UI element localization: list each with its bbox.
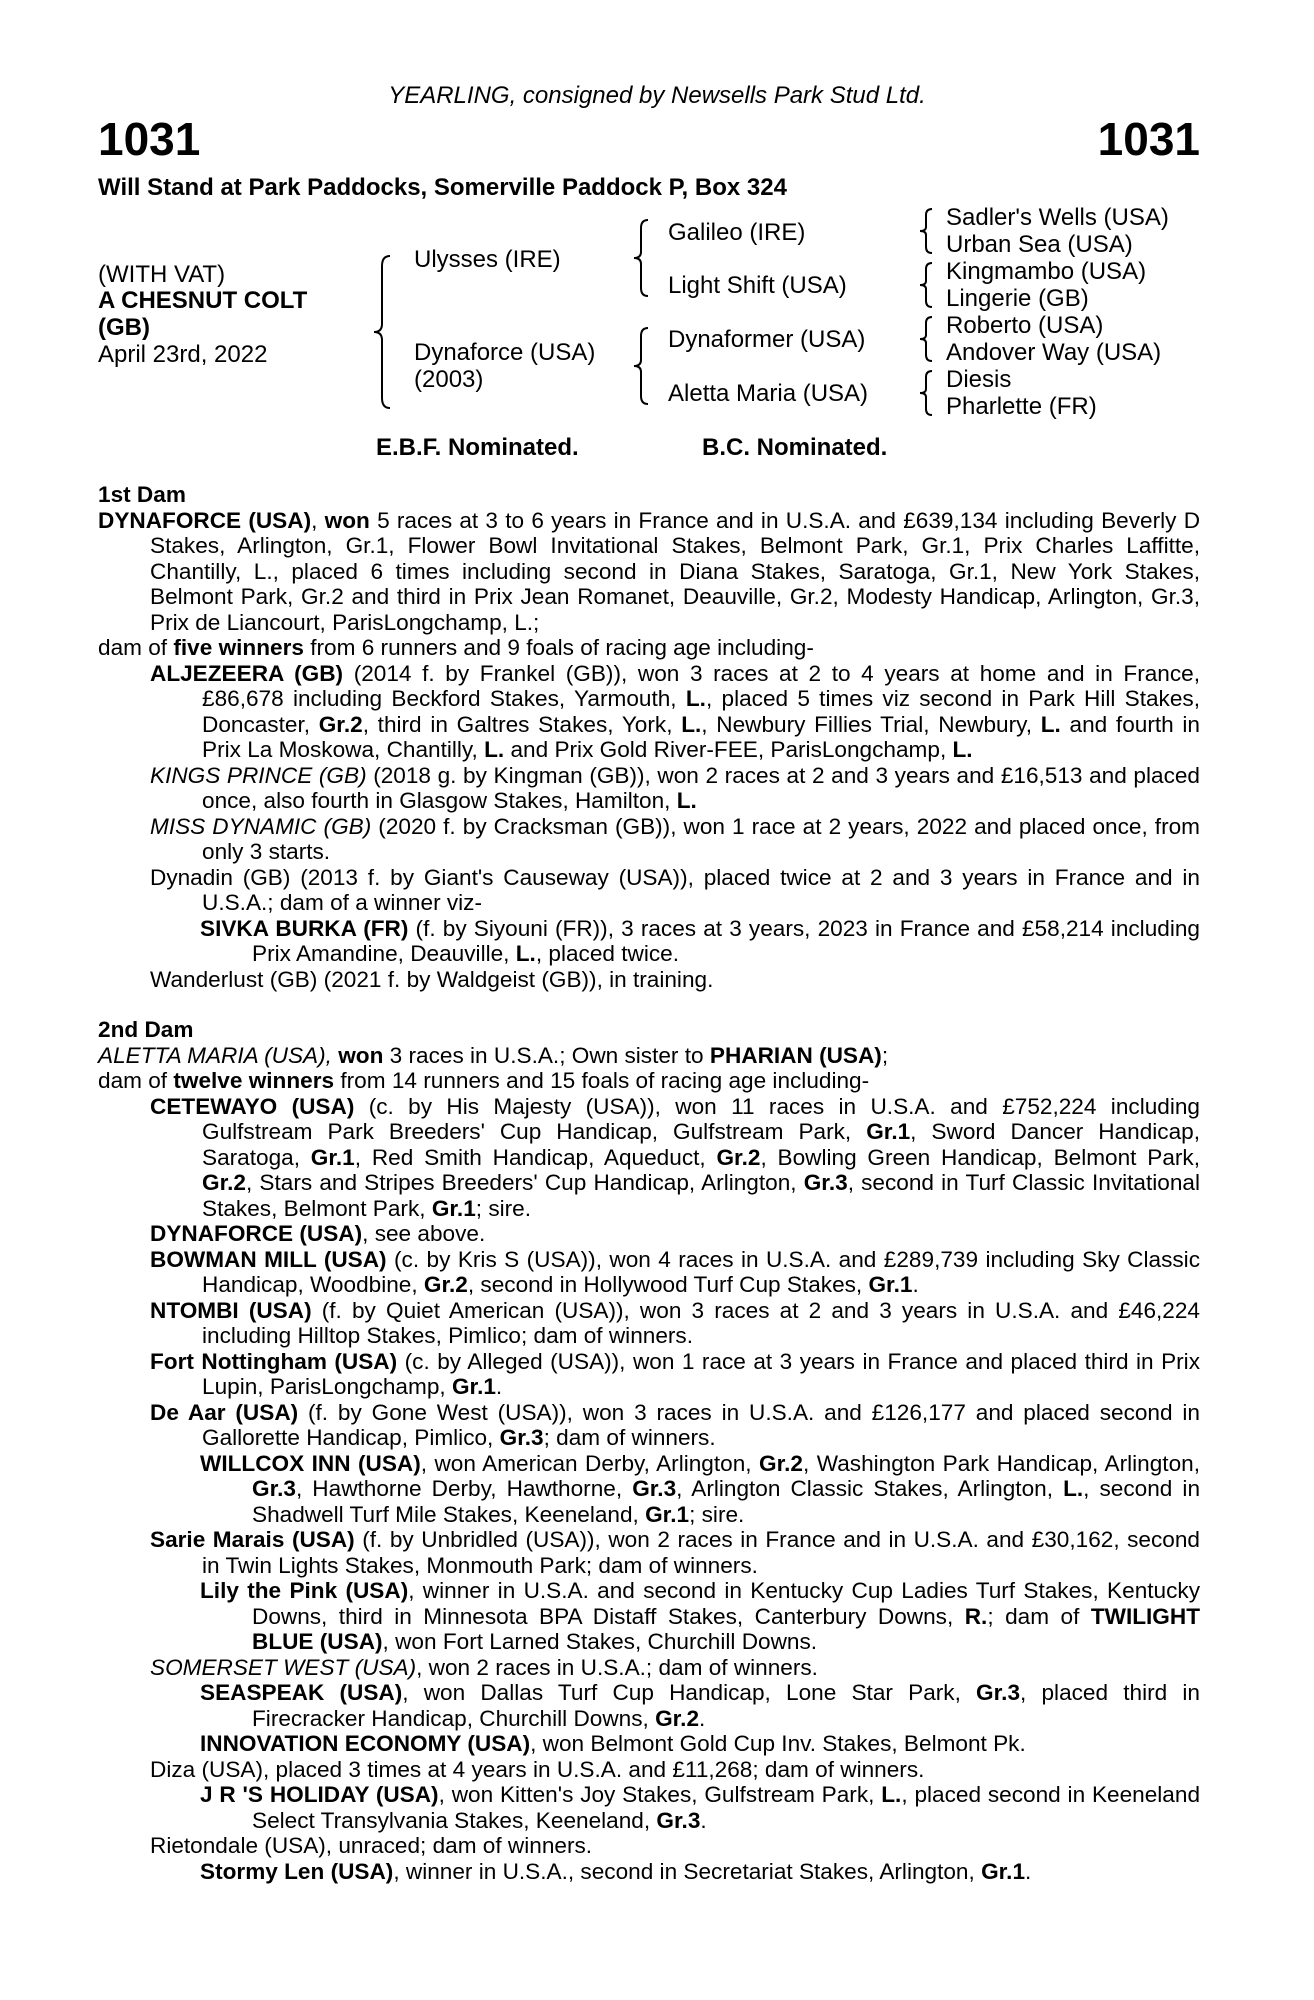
pedigree-g5: Roberto (USA) <box>946 312 1104 339</box>
pedigree-brace-main <box>370 252 394 412</box>
progeny-jr-s-holiday: J R 'S HOLIDAY (USA), won Kitten's Joy Stakes, Gulfstream Park, L., placed second in Keeneland Select Transylvania Stakes, Keeneland, Gr.3. <box>200 1782 1201 1833</box>
progeny-wanderlust: Wanderlust (GB) (2021 f. by Waldgeist (GB)), in training. <box>150 966 714 992</box>
pedigree-g7: Diesis <box>946 366 1012 393</box>
first-dam-heading: 1st Dam <box>98 482 186 507</box>
pedigree-dam: Dynaforce (USA) <box>414 339 596 366</box>
pedigree-sire: Ulysses (IRE) <box>414 246 561 273</box>
progeny-rietondale: Rietondale (USA), unraced; dam of winners. <box>150 1833 593 1858</box>
progeny-fort-nottingham: Fort Nottingham (USA) (c. by Alleged (USA)), won 1 race at 3 years in France and placed third in Prix Lupin, ParisLongchamp, Gr.1. <box>150 1348 1200 1399</box>
pedigree-braces-third <box>916 205 936 421</box>
progeny-kings-prince: KINGS PRINCE (GB) (2018 g. by Kingman (GB)), won 2 races at 2 and 3 years and £16,513 and placed once, also fourth in Glasgow Stakes, Hamilton, L. <box>150 762 1200 813</box>
pedigree-g8: Pharlette (FR) <box>946 393 1097 420</box>
first-dam-record: DYNAFORCE (USA), won 5 races at 3 to 6 years in France and in U.S.A. and £639,134 including Beverly D Stakes, Arlington, Gr.1, Flower Bowl Invitational Stakes, Belmont Park, Gr.1, Prix Charles Laffitte, Chantilly, L., placed 6 times including second in Diana Stakes, Saratoga, Gr.1, New York Stakes, Belmont Park, Gr.2 and third in Prix Jean Romanet, Deauville, Gr.2, Modesty Handicap, Arlington, Gr.3, Prix de Liancourt, ParisLongchamp, L.; <box>98 507 1201 635</box>
progeny-cetewayo: CETEWAYO (USA) (c. by His Majesty (USA)), won 11 races in U.S.A. and £752,224 including Gulfstream Park Breeders' Cup Handicap, Gulfstream Park, Gr.1, Sword Dancer Handicap, Saratoga, Gr.1, Red Smith Handicap, Aqueduct, Gr.2, Bowling Green Handicap, Belmont Park, Gr.2, Stars and Stripes Breeders' Cup Handicap, Arlington, Gr.3, second in Turf Classic Invitational Stakes, Belmont Park, Gr.1; sire. <box>150 1093 1200 1221</box>
first-dam-record-text: 5 races at 3 to 6 years in France and in U.S.A. and £639,134 including Beverly D Stakes, Arlington, Gr.1, Flower Bowl Invitational Stakes, Belmont Park, Gr.1, Prix Charles Laffitte, Chantilly, L., placed 6 times including second in Diana Stakes, Saratoga, Gr.1, New York Stakes, Belmont Park, Gr.2 and third in Prix Jean Romanet, Deauville, Gr.2, Modesty Handicap, Arlington, Gr.3, Prix de Liancourt, ParisLongchamp, L.; <box>150 507 1201 635</box>
pedigree-g3: Kingmambo (USA) <box>946 258 1147 285</box>
pedigree-dam-year: (2003) <box>414 366 484 393</box>
progeny-stormy-len: Stormy Len (USA), winner in U.S.A., second in Secretariat Stakes, Arlington, Gr.1. <box>200 1858 1032 1884</box>
first-dam-name: DYNAFORCE (USA) <box>98 507 312 533</box>
second-dam-record: ALETTA MARIA (USA), won 3 races in U.S.A.; Own sister to PHARIAN (USA); <box>98 1042 889 1068</box>
progeny-bowman-mill: BOWMAN MILL (USA) (c. by Kris S (USA)), won 4 races in U.S.A. and £289,739 including Sky Classic Handicap, Woodbine, Gr.2, second in Hollywood Turf Cup Stakes, Gr.1. <box>150 1246 1200 1297</box>
progeny-willcox-inn: WILLCOX INN (USA), won American Derby, Arlington, Gr.2, Washington Park Handicap, Arlington, Gr.3, Hawthorne Derby, Hawthorne, Gr.3, Arlington Classic Stakes, Arlington, L., second in Shadwell Turf Mile Stakes, Keeneland, Gr.1; sire. <box>200 1450 1201 1527</box>
vat-label: (WITH VAT) <box>98 261 226 288</box>
pedigree-g2: Urban Sea (USA) <box>946 231 1133 258</box>
lot-number-left: 1031 <box>98 113 201 165</box>
progeny-dynadin: Dynadin (GB) (2013 f. by Giant's Causeway (USA)), placed twice at 2 and 3 years in France and in U.S.A.; dam of a winner viz- <box>150 864 1200 915</box>
pedigree-dam-sire: Dynaformer (USA) <box>668 326 866 353</box>
progeny-de-aar: De Aar (USA) (f. by Gone West (USA)), won 3 races in U.S.A. and £126,177 and placed second in Gallorette Handicap, Pimlico, Gr.3; dam of winners. <box>150 1399 1200 1450</box>
progeny-sivka-burka: SIVKA BURKA (FR) (f. by Siyouni (FR)), 3 races at 3 years, 2023 in France and £58,214 including Prix Amandine, Deauville, L., placed twice. <box>200 915 1200 966</box>
lot-number-right: 1031 <box>1097 113 1200 165</box>
second-dam-heading: 2nd Dam <box>98 1017 194 1042</box>
progeny-ntombi: NTOMBI (USA) (f. by Quiet American (USA)), won 3 races at 2 and 3 years in U.S.A. and £46,224 including Hilltop Stakes, Pimlico; dam of winners. <box>150 1297 1200 1348</box>
progeny-sarie-marais: Sarie Marais (USA) (f. by Unbridled (USA)), won 2 races in France and in U.S.A. and £30,162, second in Twin Lights Stakes, Monmouth Park; dam of winners. <box>150 1527 1200 1578</box>
pedigree-brace-sire <box>630 216 652 300</box>
first-dam-won: won <box>324 507 370 533</box>
stand-location: Will Stand at Park Paddocks, Somerville Paddock P, Box 324 <box>98 174 787 201</box>
progeny-lily-the-pink: Lily the Pink (USA), winner in U.S.A. and second in Kentucky Cup Ladies Turf Stakes, Kentucky Downs, third in Minnesota BPA Distaff Stakes, Canterbury Downs, R.; dam of TWILIGHT BLUE (USA), won Fort Larned Stakes, Churchill Downs. <box>200 1578 1201 1654</box>
pedigree-sire-sire: Galileo (IRE) <box>668 219 806 246</box>
pedigree-brace-dam <box>630 324 652 408</box>
catalogue-body <box>98 482 1200 1884</box>
second-dam-produce-summary: dam of twelve winners from 14 runners and 15 foals of racing age including- <box>98 1068 870 1093</box>
horse-name-country: (GB) <box>98 314 150 341</box>
bc-nomination: B.C. Nominated. <box>702 434 888 461</box>
progeny-aljezeera: ALJEZEERA (GB) (2014 f. by Frankel (GB)), won 3 races at 2 to 4 years at home and in France, £86,678 including Beckford Stakes, Yarmouth, L., placed 5 times viz second in Park Hill Stakes, Doncaster, Gr.2, third in Galtres Stakes, York, L., Newbury Fillies Trial, Newbury, L. and fourth in Prix La Moskowa, Chantilly, L. and Prix Gold River-FEE, ParisLongchamp, L. <box>150 660 1200 762</box>
pedigree-g4: Lingerie (GB) <box>946 285 1089 312</box>
pedigree-g1: Sadler's Wells (USA) <box>946 204 1169 231</box>
consignment-line: YEARLING, consigned by Newsells Park Stud Ltd. <box>388 82 926 109</box>
progeny-innovation-economy: INNOVATION ECONOMY (USA), won Belmont Gold Cup Inv. Stakes, Belmont Pk. <box>200 1731 1026 1756</box>
first-dam-produce-summary: dam of five winners from 6 runners and 9 foals of racing age including- <box>98 635 814 660</box>
pedigree-g6: Andover Way (USA) <box>946 339 1162 366</box>
horse-name: A CHESNUT COLT <box>98 287 308 314</box>
progeny-miss-dynamic: MISS DYNAMIC (GB) (2020 f. by Cracksman (GB)), won 1 race at 2 years, 2022 and placed once, from only 3 starts. <box>150 813 1200 864</box>
progeny-diza: Diza (USA), placed 3 times at 4 years in U.S.A. and £11,268; dam of winners. <box>150 1756 925 1782</box>
foaled-date: April 23rd, 2022 <box>98 341 268 368</box>
progeny-seaspeak: SEASPEAK (USA), won Dallas Turf Cup Handicap, Lone Star Park, Gr.3, placed third in Firecracker Handicap, Churchill Downs, Gr.2. <box>200 1680 1200 1731</box>
pedigree-sire-dam: Light Shift (USA) <box>668 272 847 299</box>
ebf-nomination: E.B.F. Nominated. <box>376 434 579 461</box>
pedigree-dam-dam: Aletta Maria (USA) <box>668 380 869 407</box>
progeny-dynaforce: DYNAFORCE (USA), see above. <box>150 1221 486 1246</box>
progeny-somerset-west: SOMERSET WEST (USA), won 2 races in U.S.A.; dam of winners. <box>150 1654 818 1680</box>
